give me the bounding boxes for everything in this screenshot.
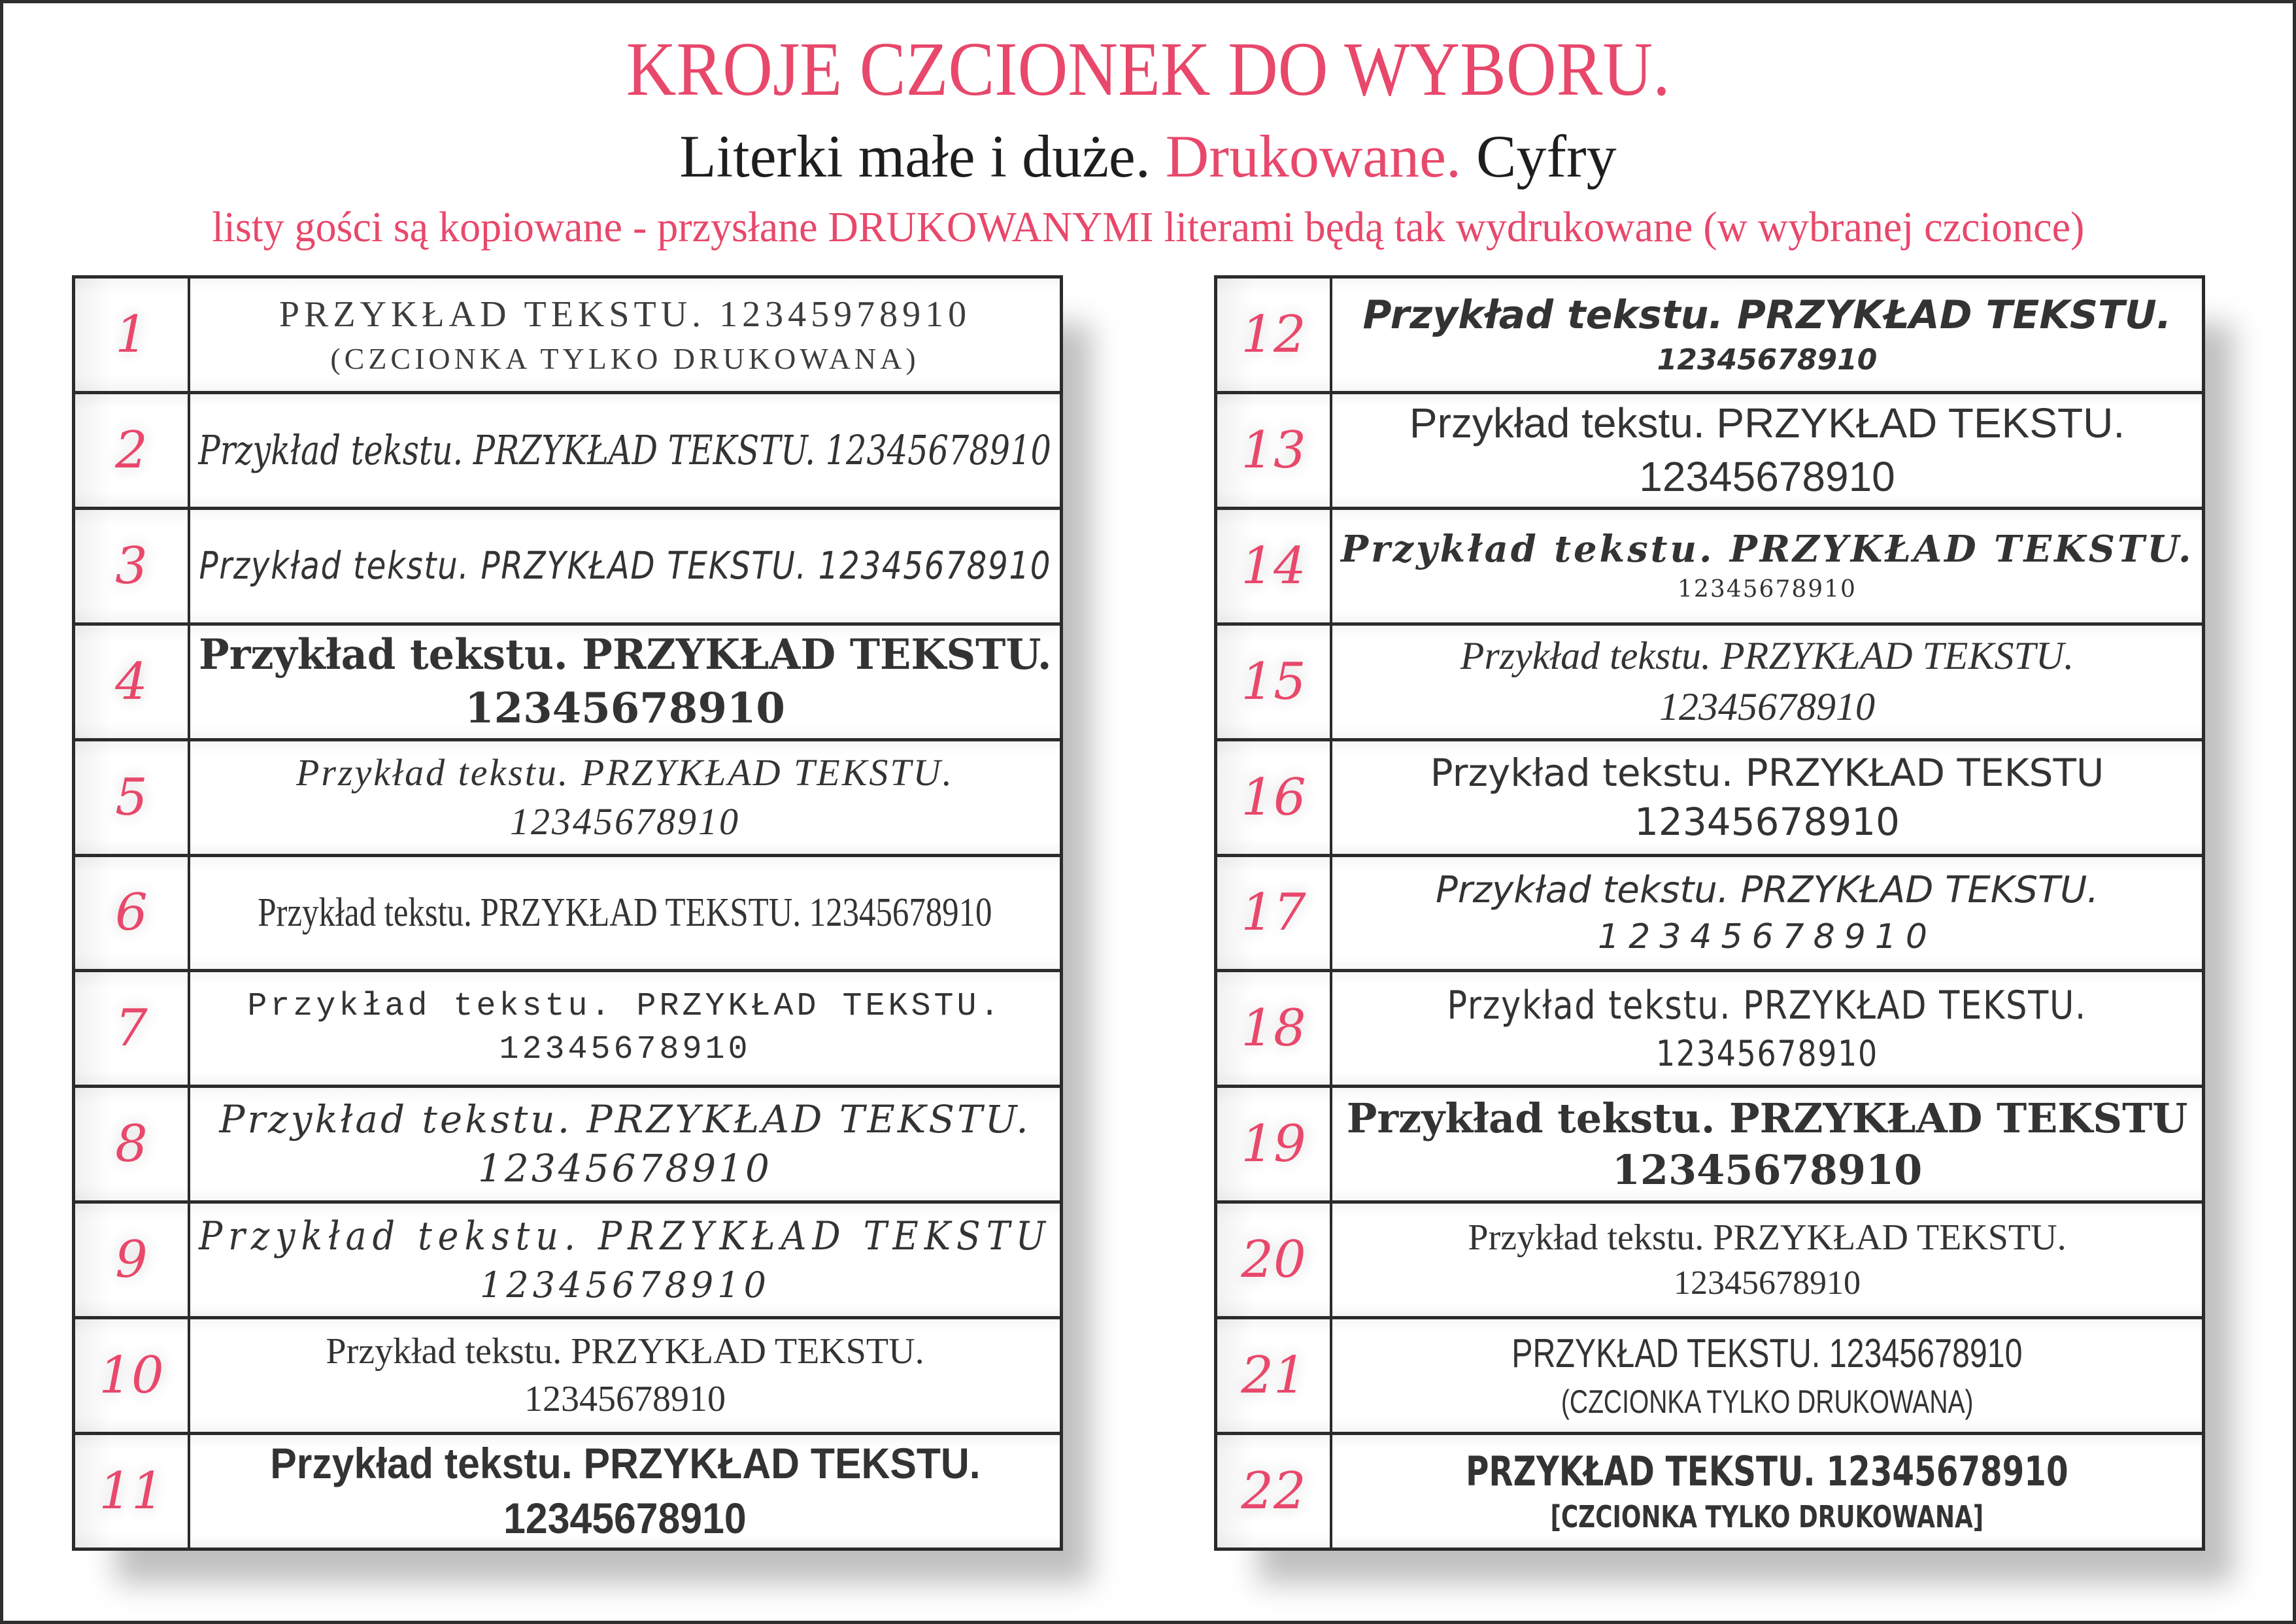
sample-line: PRZYKŁAD TEKSTU. 12345978910 <box>279 294 971 335</box>
row-number: 5 <box>115 768 148 827</box>
sample-line: Przykład tekstu. PRZYKŁAD TEKSTU. <box>1447 982 2087 1028</box>
sample-line: Przykład tekstu. PRZYKŁAD TEKSTU. <box>1409 399 2125 447</box>
header <box>0 0 2296 252</box>
table-row <box>75 622 1060 738</box>
font-sample-cell <box>1332 1435 2202 1548</box>
table-row <box>1217 1085 2202 1200</box>
row-number-cell <box>75 857 190 970</box>
copy-note-text: listy gości są kopiowane - przysłane DRUKOWANYMI literami będą tak wydrukowane (w wybranej czcionce) <box>211 203 2085 251</box>
table-row <box>75 1085 1060 1200</box>
table-row <box>75 1432 1060 1548</box>
font-sample-cell <box>1332 510 2202 622</box>
sample-line: 12345678910 <box>1598 917 1936 956</box>
table-row <box>1217 1432 2202 1548</box>
sample-line: (CZCIONKA TYLKO DRUKOWANA) <box>1561 1383 1974 1420</box>
row-number: 3 <box>115 536 148 596</box>
sample-line: 12345678910 <box>1656 1032 1878 1074</box>
table-row <box>75 969 1060 1085</box>
font-sample-cell <box>1332 1319 2202 1432</box>
row-number: 14 <box>1241 536 1306 596</box>
row-number: 8 <box>115 1115 148 1174</box>
font-sample-cell <box>190 510 1060 622</box>
row-number-cell <box>1217 857 1332 970</box>
row-number-cell <box>1217 1088 1332 1200</box>
row-number-cell <box>75 741 190 854</box>
font-sample-cell <box>190 279 1060 391</box>
row-number-cell <box>75 1088 190 1200</box>
table-row <box>1217 854 2202 970</box>
sample-line: Przykład tekstu. PRZYKŁAD TEKSTU. <box>1340 528 2194 571</box>
table-row <box>75 1316 1060 1432</box>
row-number-cell <box>1217 510 1332 622</box>
row-number-cell <box>75 1435 190 1548</box>
table-row <box>1217 279 2202 391</box>
table-row <box>1217 507 2202 622</box>
row-number: 13 <box>1241 420 1306 480</box>
row-number-cell <box>1217 1204 1332 1316</box>
sample-line: 12345678910 <box>1678 575 1857 603</box>
font-sample-cell <box>1332 279 2202 391</box>
sample-line: 12345678910 <box>503 1494 747 1543</box>
row-number-cell <box>75 972 190 1085</box>
sample-line: Przykład tekstu. PRZYKŁAD TEKSTU. <box>1362 292 2172 338</box>
sample-line: 12345678910 <box>1639 452 1895 500</box>
font-sample-cell <box>1332 394 2202 507</box>
table-row <box>75 279 1060 391</box>
font-sample-cell <box>190 741 1060 854</box>
table-row <box>1217 1200 2202 1316</box>
row-number-cell <box>75 1319 190 1432</box>
sample-line: PRZYKŁAD TEKSTU. 12345678910 <box>1511 1331 2023 1377</box>
font-sample-cell <box>1332 1088 2202 1200</box>
row-number: 22 <box>1241 1462 1306 1521</box>
row-number: 12 <box>1241 305 1306 364</box>
font-sample-cell <box>190 1204 1060 1316</box>
sample-line: 12345678910 <box>510 800 740 843</box>
row-number-cell <box>1217 626 1332 738</box>
row-number: 6 <box>115 883 148 943</box>
font-sample-cell <box>190 1088 1060 1200</box>
sample-line: 12345678910 <box>1674 1264 1861 1302</box>
row-number: 20 <box>1241 1230 1306 1290</box>
font-sample-cell <box>190 626 1060 738</box>
row-number: 4 <box>115 652 148 711</box>
sample-line: 12345678910 <box>524 1379 726 1420</box>
row-number: 9 <box>115 1230 148 1290</box>
sample-line: Przykład tekstu. PRZYKŁAD TEKSTU. <box>295 751 954 794</box>
font-sample-cell <box>1332 1204 2202 1316</box>
row-number: 10 <box>99 1346 164 1406</box>
font-sample-cell <box>190 972 1060 1085</box>
sample-line: 12345678910 <box>1634 799 1900 844</box>
subtitle-part-1: Literki małe i duże. <box>679 123 1166 190</box>
table-row <box>75 738 1060 854</box>
sample-line: Przykład tekstu. PRZYKŁAD TEKSTU. <box>198 630 1052 679</box>
sample-line: 12345678910 <box>1612 1146 1923 1194</box>
sample-line: 12345678910 <box>478 1146 772 1191</box>
table-row <box>75 507 1060 622</box>
sample-line: Przykład tekstu. PRZYKŁAD TEKSTU. <box>326 1331 924 1372</box>
row-number: 16 <box>1241 768 1306 827</box>
row-number: 1 <box>115 305 148 364</box>
row-number-cell <box>1217 394 1332 507</box>
row-number: 21 <box>1241 1346 1306 1406</box>
sample-line: Przykład tekstu. PRZYKŁAD TEKSTU <box>1346 1094 2188 1142</box>
sample-line: 12345678910 <box>465 683 785 733</box>
font-table-right <box>1214 275 2205 1551</box>
row-number: 17 <box>1241 883 1306 943</box>
sample-line: (CZCIONKA TYLKO DRUKOWANA) <box>330 341 920 375</box>
row-number-cell <box>1217 1319 1332 1432</box>
sample-line: Przykład tekstu. PRZYKŁAD TEKSTU. <box>1435 869 2099 911</box>
sample-line: Przykład tekstu. PRZYKŁAD TEKSTU. <box>1468 1217 2067 1258</box>
table-row <box>1217 391 2202 507</box>
row-number: 2 <box>115 420 148 480</box>
font-sample-cell <box>190 1319 1060 1432</box>
row-number: 15 <box>1241 652 1306 711</box>
sample-line: Przykład tekstu. PRZYKŁAD TEKSTU. 12345678910 <box>198 426 1052 475</box>
row-number-cell <box>1217 1435 1332 1548</box>
font-sample-cell <box>190 857 1060 970</box>
sample-line: Przykład tekstu. PRZYKŁAD TEKSTU. <box>1460 634 2074 678</box>
font-sample-cell <box>190 1435 1060 1548</box>
font-sample-cell <box>1332 626 2202 738</box>
row-number-cell <box>1217 279 1332 391</box>
sample-line: Przykład tekstu. PRZYKŁAD TEKSTU. <box>219 1097 1031 1142</box>
row-number: 18 <box>1241 999 1306 1058</box>
sample-line: [CZCIONKA TYLKO DRUKOWANA] <box>1550 1498 1984 1534</box>
sample-line: PRZYKŁAD TEKSTU. 12345678910 <box>1466 1447 2068 1495</box>
row-number-cell <box>75 279 190 391</box>
row-number: 19 <box>1241 1115 1306 1174</box>
sample-line: Przykład tekstu. PRZYKŁAD TEKSTU. <box>269 1439 981 1488</box>
sample-line: 12345678910 <box>480 1264 770 1306</box>
row-number: 7 <box>115 999 148 1058</box>
sample-line: Przykład tekstu. PRZYKŁAD TEKSTU. 12345678910 <box>199 543 1051 588</box>
page-subtitle <box>0 122 2296 191</box>
table-row <box>1217 622 2202 738</box>
sample-line: Przykład tekstu. PRZYKŁAD TEKSTU <box>1430 750 2104 795</box>
copy-note <box>0 203 2296 252</box>
table-row <box>75 1200 1060 1316</box>
row-number-cell <box>1217 972 1332 1085</box>
row-number: 11 <box>99 1462 164 1521</box>
subtitle-part-3: Cyfry <box>1460 123 1617 190</box>
sample-line: 12345678910 <box>1659 685 1875 728</box>
sample-line: Przykład tekstu. PRZYKŁAD TEKSTU. <box>247 988 1003 1026</box>
table-row <box>1217 1316 2202 1432</box>
font-sample-cell <box>1332 741 2202 854</box>
sample-line: Przykład tekstu. PRZYKŁAD TEKSTU. 12345678910 <box>258 890 992 935</box>
table-row <box>75 854 1060 970</box>
table-row <box>1217 738 2202 854</box>
table-row <box>75 391 1060 507</box>
page-title-text: KROJE CZCIONEK DO WYBORU. <box>626 26 1670 112</box>
font-table-left <box>72 275 1063 1551</box>
sample-line: 12345678910 <box>499 1031 751 1069</box>
sample-line: Przykład tekstu. PRZYKŁAD TEKSTU <box>199 1213 1051 1260</box>
font-sample-cell <box>190 394 1060 507</box>
sample-line: 12345678910 <box>1657 343 1878 377</box>
row-number-cell <box>1217 741 1332 854</box>
font-sample-cell <box>1332 972 2202 1085</box>
page-title <box>0 25 2296 114</box>
font-sample-cell <box>1332 857 2202 970</box>
subtitle-part-2: Drukowane. <box>1165 123 1461 190</box>
table-row <box>1217 969 2202 1085</box>
row-number-cell <box>75 626 190 738</box>
